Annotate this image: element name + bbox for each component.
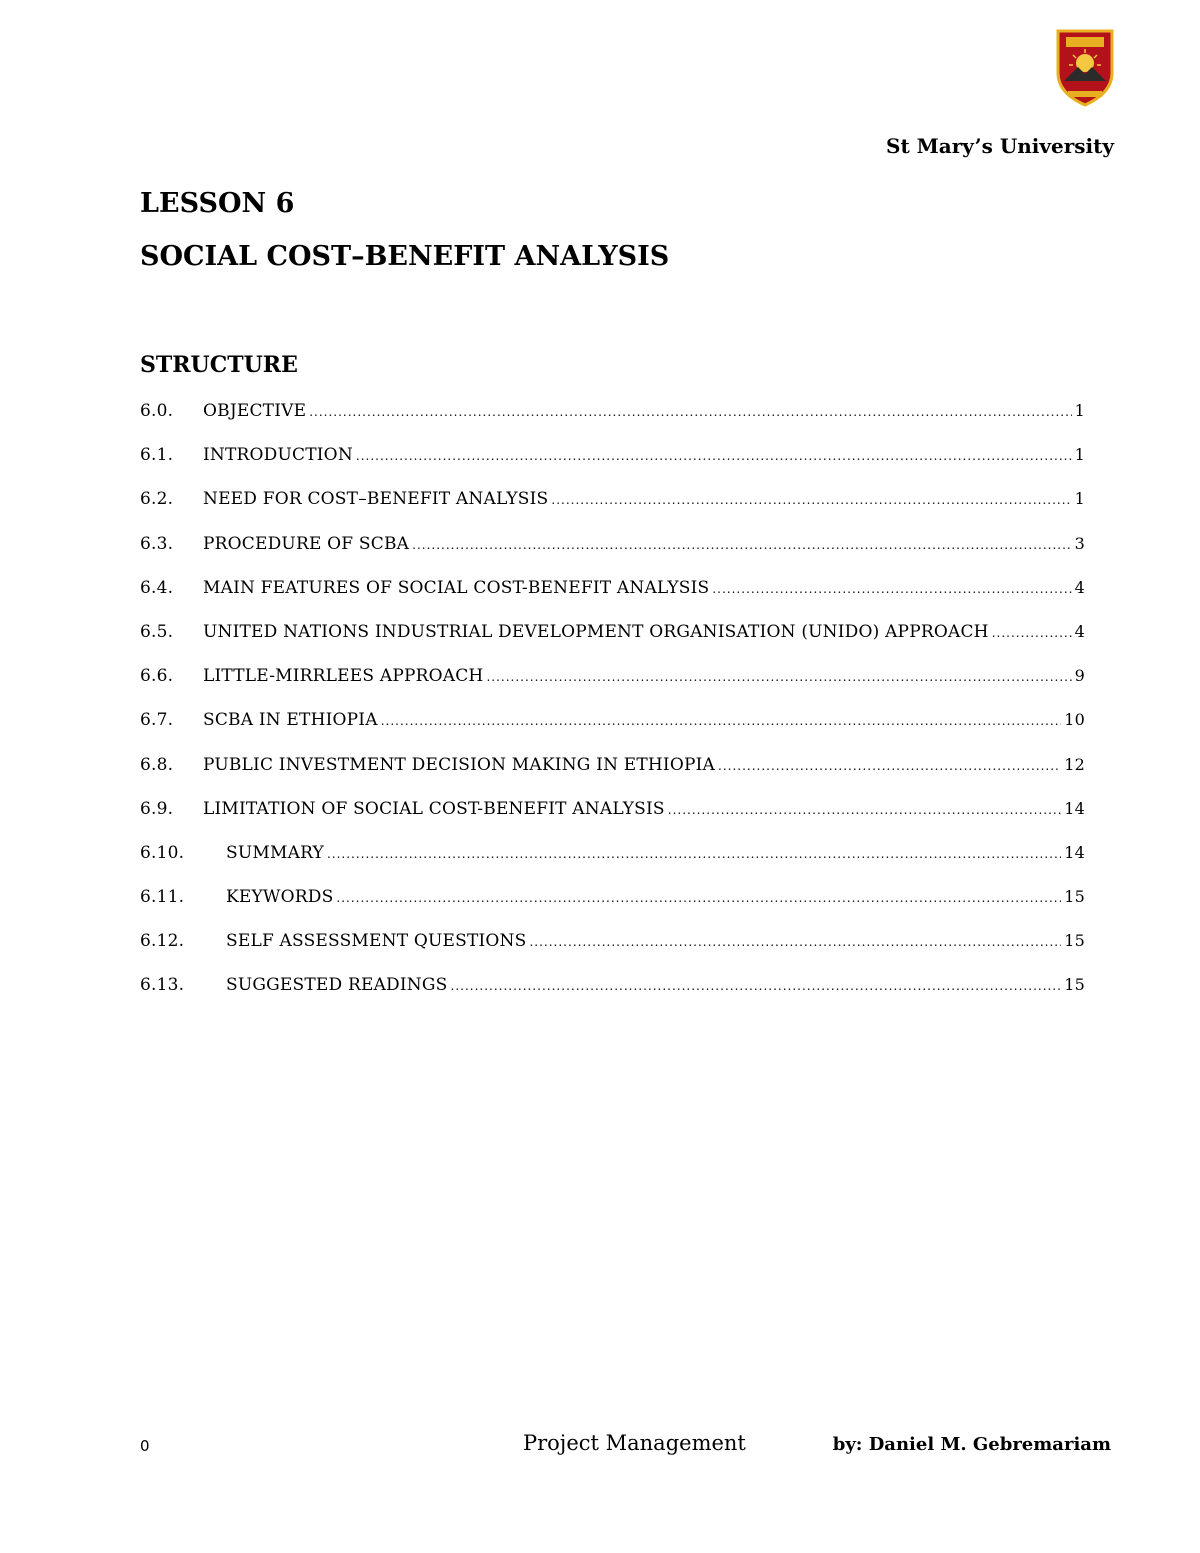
toc-number: 6.9. [140,798,174,819]
toc-row-self-assessment[interactable] [140,931,1085,975]
toc-title: UNITED NATIONS INDUSTRIAL DEVELOPMENT ORGANISATION (UNIDO) APPROACH [203,621,989,642]
toc-leader [529,935,1061,949]
toc-page: 4 [1074,621,1085,641]
toc-number: 6.5. [140,621,174,642]
toc-title: KEYWORDS [226,887,334,908]
toc-leader [356,449,1072,463]
toc-leader [309,405,1071,419]
toc-row-public-investment[interactable] [140,755,1085,799]
toc-number: 6.4. [140,577,174,598]
toc-title: INTRODUCTION [203,445,353,466]
toc-row-keywords[interactable] [140,887,1085,931]
toc-title: SUGGESTED READINGS [226,975,448,996]
footer-course-title: Project Management [523,1431,746,1455]
toc-title: MAIN FEATURES OF SOCIAL COST-BENEFIT ANALYSIS [203,577,710,598]
toc-number: 6.13. [140,975,185,996]
toc-number: 6.11. [140,887,185,908]
footer-page-number: 0 [140,1437,150,1455]
toc-title: SELF ASSESSMENT QUESTIONS [226,931,527,952]
table-of-contents [140,401,1085,1020]
toc-number: 6.0. [140,401,174,421]
toc-title: SCBA IN ETHIOPIA [203,710,378,731]
toc-page: 14 [1064,842,1085,862]
toc-page: 1 [1074,489,1085,509]
toc-number: 6.6. [140,666,174,687]
toc-leader [712,582,1071,596]
toc-number: 6.12. [140,931,185,952]
toc-title: SUMMARY [226,842,324,863]
toc-page: 15 [1064,931,1085,951]
toc-title: OBJECTIVE [203,401,307,421]
toc-row-scba-ethiopia[interactable] [140,710,1085,754]
toc-page: 10 [1064,710,1085,730]
toc-leader [992,626,1072,640]
toc-leader [551,493,1071,507]
toc-row-features[interactable] [140,578,1085,622]
toc-row-little-mirrlees[interactable] [140,666,1085,710]
toc-title: NEED FOR COST–BENEFIT ANALYSIS [203,489,549,510]
toc-leader [718,759,1061,773]
toc-leader [412,538,1071,552]
university-name: St Mary’s University [886,134,1114,158]
toc-row-procedure[interactable] [140,534,1085,578]
university-crest-icon [1054,27,1116,109]
toc-page: 15 [1064,975,1085,995]
toc-row-limitation[interactable] [140,799,1085,843]
toc-number: 6.7. [140,710,174,731]
toc-title: PROCEDURE OF SCBA [203,533,410,554]
toc-number: 6.3. [140,533,174,554]
toc-number: 6.2. [140,489,174,510]
toc-page: 14 [1064,798,1085,818]
toc-title: PUBLIC INVESTMENT DECISION MAKING IN ETHIOPIA [203,754,716,775]
toc-page: 12 [1064,754,1085,774]
structure-heading: STRUCTURE [140,352,298,378]
toc-row-unido[interactable] [140,622,1085,666]
toc-row-objective[interactable] [140,401,1085,445]
toc-page: 3 [1074,533,1085,553]
toc-leader [327,847,1061,861]
toc-title: LITTLE-MIRRLEES APPROACH [203,666,484,687]
toc-row-introduction[interactable] [140,445,1085,489]
toc-leader [486,670,1071,684]
toc-number: 6.8. [140,754,174,775]
toc-page: 9 [1074,666,1085,686]
toc-page: 4 [1074,577,1085,597]
toc-row-need[interactable] [140,489,1085,533]
toc-leader [336,891,1061,905]
footer-author: by: Daniel M. Gebremariam [832,1434,1111,1455]
lesson-number: LESSON 6 [140,188,295,219]
toc-row-summary[interactable] [140,843,1085,887]
toc-page: 1 [1074,401,1085,420]
toc-row-suggested-readings[interactable] [140,975,1085,1019]
toc-page: 1 [1074,445,1085,465]
toc-page: 15 [1064,887,1085,907]
toc-number: 6.1. [140,445,174,466]
toc-title: LIMITATION OF SOCIAL COST-BENEFIT ANALYSIS [203,798,665,819]
lesson-title: SOCIAL COST–BENEFIT ANALYSIS [140,241,670,272]
toc-number: 6.10. [140,842,185,863]
toc-leader [668,803,1061,817]
toc-leader [451,979,1062,993]
toc-leader [381,714,1062,728]
